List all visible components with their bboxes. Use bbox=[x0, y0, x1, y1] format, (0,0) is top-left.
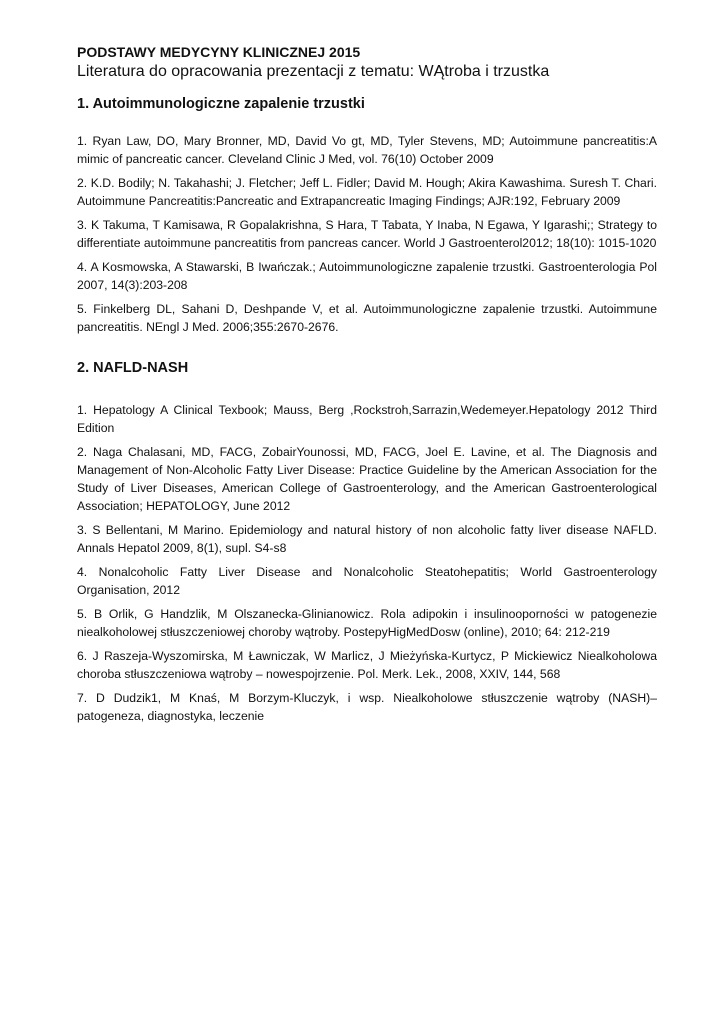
section-nafld-nash bbox=[77, 358, 657, 725]
section-autoimmune-pancreatitis bbox=[77, 94, 657, 336]
section-heading: 1. Autoimmunologiczne zapalenie trzustki bbox=[77, 96, 365, 112]
reference-item: 4. A Kosmowska, A Stawarski, B Iwańczak.; Autoimmunologiczne zapalenie trzustki. Gastroenterologia Pol 2007, 14(3):203-208 bbox=[77, 260, 657, 292]
reference-item: 6. J Raszeja-Wyszomirska, M Ławniczak, W Marlicz, J Mieżyńska-Kurtycz, P Mickiewicz Niealkoholowa choroba stłuszczeniowa wątroby – nowespojrzenie. Pol. Merk. Lek., 2008, XXIV, 144, 568 bbox=[77, 649, 657, 681]
section-heading: 2. NAFLD-NASH bbox=[77, 360, 189, 376]
reference-item: 4. Nonalcoholic Fatty Liver Disease and Nonalcoholic Steatohepatitis; World Gastroenterology Organisation, 2012 bbox=[77, 565, 657, 597]
course-title: PODSTAWY MEDYCYNY KLINICZNEJ 2015 bbox=[77, 44, 361, 60]
reference-list bbox=[77, 401, 657, 725]
reference-item: 5. Finkelberg DL, Sahani D, Deshpande V, et al. Autoimmunologiczne zapalenie trzustki. Autoimmune pancreatitis. NEngl J Med. 2006;355:2670-2676. bbox=[77, 302, 657, 334]
reference-list bbox=[77, 132, 657, 336]
reference-item: 1. Hepatology A Clinical Texbook; Mauss, Berg ,Rockstroh,Sarrazin,Wedemeyer.Hepatology 2012 Third Edition bbox=[77, 403, 657, 435]
reference-item: 5. B Orlik, G Handzlik, M Olszanecka-Glinianowicz. Rola adipokin i insulinooporności w patogenezie niealkoholowej stłuszczeniowej choroby wątroby. PostepyHigMedDosw (online), 2010; 64: 212-219 bbox=[77, 607, 657, 639]
reference-item: 3. S Bellentani, M Marino. Epidemiology and natural history of non alcoholic fatty liver disease NAFLD. Annals Hepatol 2009, 8(1), supl. S4-s8 bbox=[77, 523, 657, 555]
reference-item: 2. K.D. Bodily; N. Takahashi; J. Fletcher; Jeff L. Fidler; David M. Hough; Akira Kawashima. Suresh T. Chari. Autoimmune Pancreatitis:Pancreatic and Extrapancreatic Imaging Findings; AJR:192, February 2009 bbox=[77, 176, 657, 208]
document-page bbox=[77, 42, 657, 725]
reference-item: 2. Naga Chalasani, MD, FACG, ZobairYounossi, MD, FACG, Joel E. Lavine, et al. The Diagnosis and Management of Non-Alcoholic Fatty Liver Disease: Practice Guideline by the American Association for the Study of Liver Diseases, American College of Gastroenterology, and the American Gastroenterological Association; HEPATOLOGY, June 2012 bbox=[77, 445, 657, 513]
reference-item: 3. K Takuma, T Kamisawa, R Gopalakrishna, S Hara, T Tabata, Y Inaba, N Egawa, Y Igarashi;; Strategy to differentiate autoimmune pancreatitis from pancreas cancer. World J Gastroenterol2012; 18(10): 1015-1020 bbox=[77, 218, 657, 250]
document-subtitle: Literatura do opracowania prezentacji z tematu: WĄtroba i trzustka bbox=[77, 63, 550, 80]
reference-item: 1. Ryan Law, DO, Mary Bronner, MD, David Vo gt, MD, Tyler Stevens, MD; Autoimmune pancreatitis:A mimic of pancreatic cancer. Cleveland Clinic J Med, vol. 76(10) October 2009 bbox=[77, 134, 657, 166]
reference-item: 7. D Dudzik1, M Knaś, M Borzym-Kluczyk, i wsp. Niealkoholowe stłuszczenie wątroby (NASH)– patogeneza, diagnostyka, leczenie bbox=[77, 691, 657, 723]
